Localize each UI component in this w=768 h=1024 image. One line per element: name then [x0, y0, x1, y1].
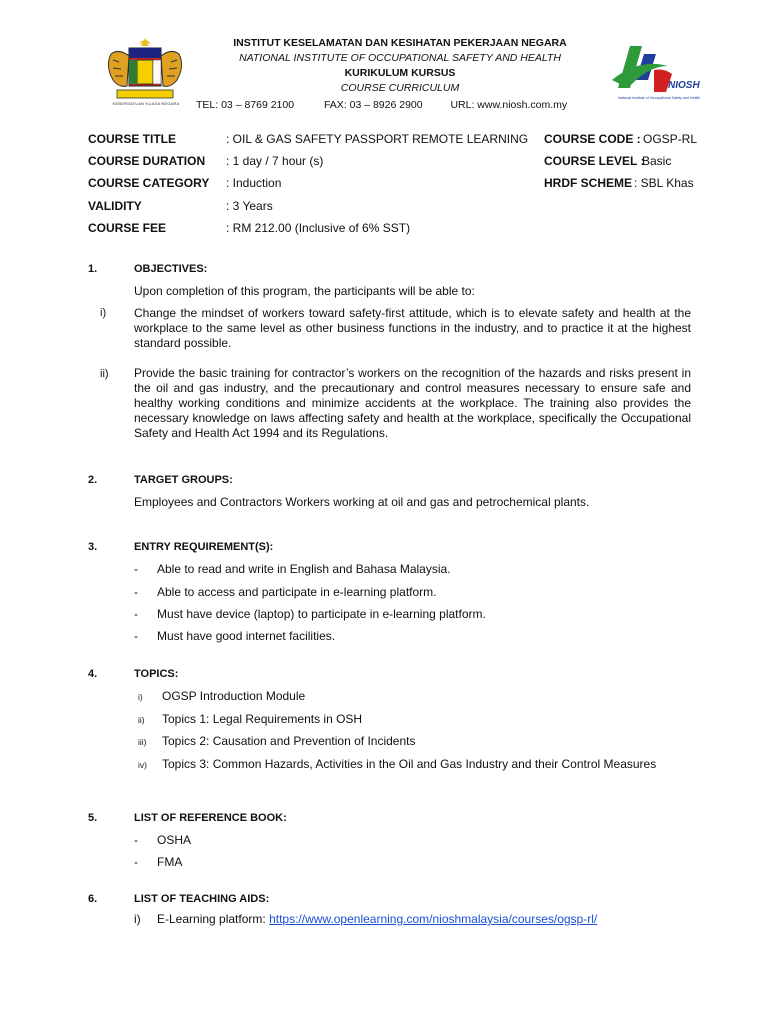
course-title-value: : OIL & GAS SAFETY PASSPORT REMOTE LEARNING	[226, 132, 529, 146]
entry-requirement-item: Able to access and participate in e-learning platform.	[157, 585, 437, 599]
course-level-label: COURSE LEVEL :	[544, 154, 645, 168]
entry-requirement-item: Able to read and write in English and Bahasa Malaysia.	[157, 562, 451, 576]
contact-line	[196, 99, 567, 111]
hrdf-scheme-value: : SBL Khas	[634, 176, 694, 190]
crest-caption: KEBERSATUAN KUASA NEGARA	[112, 101, 180, 106]
teaching-aid-item	[157, 912, 597, 926]
topic-item: Topics 2: Causation and Prevention of Incidents	[162, 734, 416, 748]
list-marker: i)	[138, 692, 143, 702]
course-title-label: COURSE TITLE	[88, 132, 177, 146]
letterhead	[200, 36, 600, 96]
e-learning-link[interactable]: https://www.openlearning.com/nioshmalaysia/courses/ogsp-rl/	[269, 912, 598, 926]
teaching-aid-label: E-Learning platform:	[157, 912, 270, 926]
objective-item: Provide the basic training for contractor’s workers on the recognition of the hazards and risks present in the oil and gas industry, and the precautionary and control measures necessary to ensure safe and healthy working conditions and minimize accidents at the workplace. The training also provides the necessary knowledge on laws affecting safety and health at the workplace, specifically the Occupational Safety and Health Act 1994 and its Regulations.	[134, 366, 691, 440]
course-duration-value: : 1 day / 7 hour (s)	[226, 154, 324, 168]
validity-value: : 3 Years	[226, 199, 273, 213]
reference-books-heading: LIST OF REFERENCE BOOK:	[134, 812, 287, 824]
telephone: TEL: 03 – 8769 2100	[196, 99, 295, 111]
dash-marker: -	[134, 607, 138, 621]
institute-name-english: NATIONAL INSTITUTE OF OCCUPATIONAL SAFETY AND HEALTH	[239, 52, 561, 64]
course-code-label: COURSE CODE :	[544, 132, 641, 146]
malaysia-coat-of-arms-icon	[103, 36, 187, 108]
entry-requirement-item: Must have good internet facilities.	[157, 629, 336, 643]
niosh-logo-subtext: National Institute of Occupational Safety and Health	[618, 96, 701, 100]
niosh-logo-text: NIOSH	[668, 80, 700, 91]
objectives-intro: Upon completion of this program, the participants will be able to:	[134, 284, 475, 298]
course-category-value: : Induction	[226, 176, 282, 190]
course-code-value: OGSP-RL	[643, 132, 698, 146]
list-marker: i)	[134, 912, 141, 926]
doc-title-malay: KURIKULUM KURSUS	[344, 67, 456, 79]
topic-item: Topics 1: Legal Requirements in OSH	[162, 712, 363, 726]
objectives-heading: OBJECTIVES:	[134, 263, 208, 275]
validity-label: VALIDITY	[88, 199, 142, 213]
course-fee-label: COURSE FEE	[88, 221, 167, 235]
topics-heading: TOPICS:	[134, 668, 179, 680]
section-number: 6.	[88, 893, 98, 905]
topic-item: Topics 3: Common Hazards, Activities in the Oil and Gas Industry and their Control Measures	[162, 757, 657, 771]
niosh-logo-icon	[608, 40, 708, 104]
dash-marker: -	[134, 562, 138, 576]
course-duration-label: COURSE DURATION	[88, 154, 206, 168]
topic-item: OGSP Introduction Module	[162, 689, 306, 703]
teaching-aids-heading: LIST OF TEACHING AIDS:	[134, 893, 270, 905]
objective-item: Change the mindset of workers toward safety-first attitude, which is to elevate safety and health at the workplace to the same level as other business functions in the industry, and to practice it at the highest standard possible.	[134, 306, 691, 350]
section-number: 1.	[88, 263, 98, 275]
list-marker: iii)	[138, 737, 147, 747]
section-number: 4.	[88, 668, 98, 680]
dash-marker: -	[134, 629, 138, 643]
entry-requirement-item: Must have device (laptop) to participate in e-learning platform.	[157, 607, 486, 621]
institute-name-malay: INSTITUT KESELAMATAN DAN KESIHATAN PEKERJAAN NEGARA	[233, 37, 567, 49]
dash-marker: -	[134, 585, 138, 599]
website-url: URL: www.niosh.com.my	[450, 99, 568, 111]
course-level-value: Basic	[642, 154, 672, 168]
doc-title-english: COURSE CURRICULUM	[340, 82, 460, 94]
hrdf-scheme-label: HRDF SCHEME	[544, 176, 633, 190]
course-category-label: COURSE CATEGORY	[88, 176, 210, 190]
reference-book-item: OSHA	[157, 833, 192, 847]
list-marker: iv)	[138, 760, 147, 770]
list-marker: ii)	[138, 715, 145, 725]
target-groups-text: Employees and Contractors Workers working at oil and gas and petrochemical plants.	[134, 495, 590, 509]
list-marker: ii)	[100, 368, 109, 380]
entry-requirements-heading: ENTRY REQUIREMENT(S):	[134, 541, 274, 553]
course-fee-value: : RM 212.00 (Inclusive of 6% SST)	[226, 221, 411, 235]
list-marker: i)	[100, 307, 107, 319]
target-groups-heading: TARGET GROUPS:	[134, 474, 233, 486]
section-number: 5.	[88, 812, 98, 824]
dash-marker: -	[134, 833, 138, 847]
section-number: 2.	[88, 474, 98, 486]
reference-book-item: FMA	[157, 855, 183, 869]
section-number: 3.	[88, 541, 98, 553]
fax: FAX: 03 – 8926 2900	[323, 99, 423, 111]
dash-marker: -	[134, 855, 138, 869]
